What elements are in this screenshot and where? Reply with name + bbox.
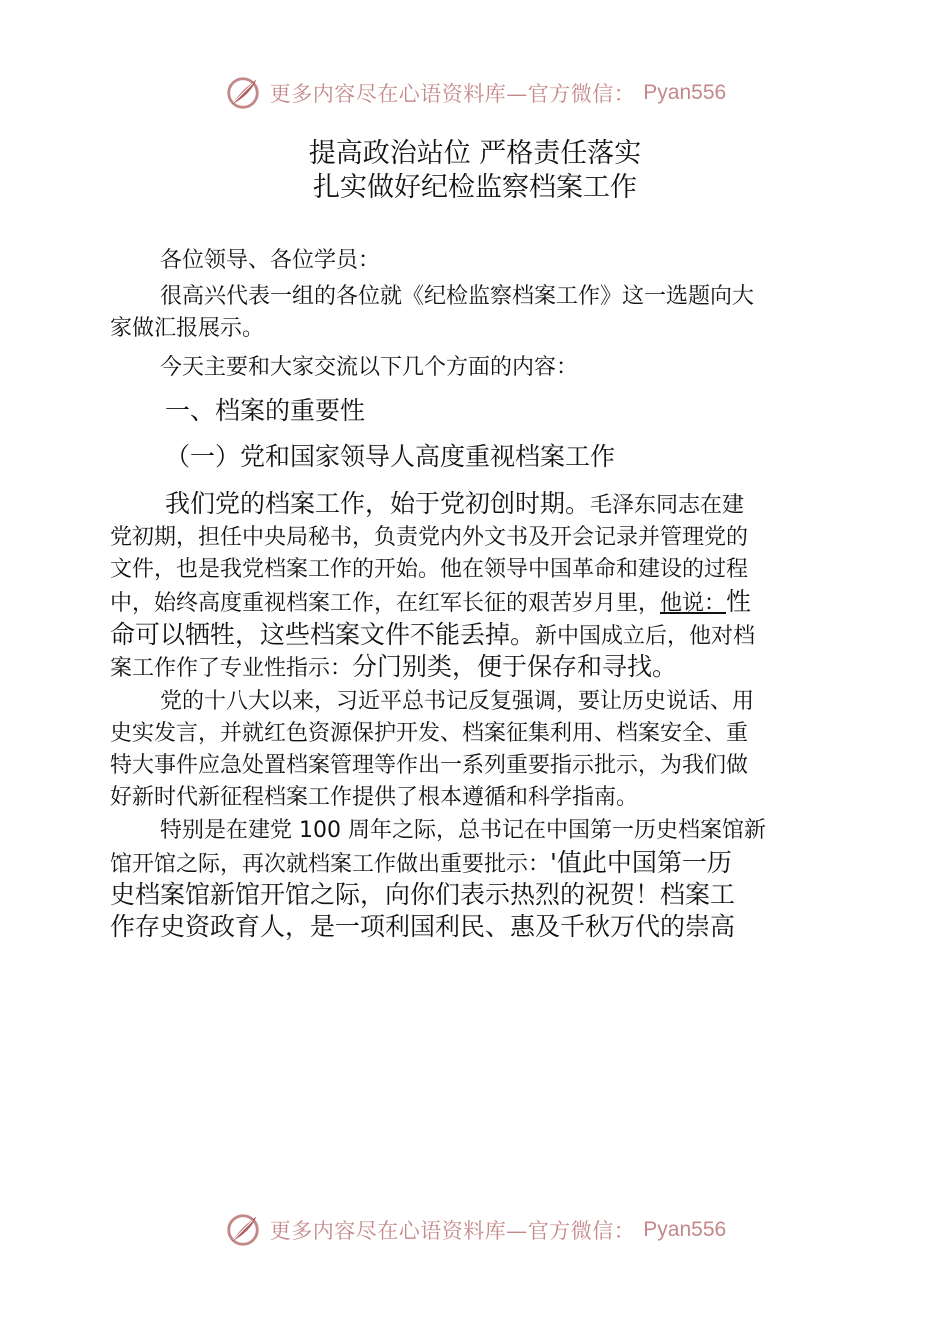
- paragraph-1-line-4-a: 中，始终高度重视档案工作，在红军长征的艰苦岁月里，: [110, 591, 661, 616]
- greeting: 各位领导、各位学员：: [160, 248, 381, 273]
- paragraph-3-line-3: 史档案馆新馆开馆之际，向你们表示热烈的祝贺！档案工: [110, 880, 736, 909]
- paragraph-1-line-3: 文件，也是我党档案工作的开始。他在领导中国革命和建设的过程: [110, 557, 749, 582]
- paragraph-1-line-1: [165, 488, 905, 522]
- watermark-wechat-id: Pyan556: [643, 81, 727, 104]
- paragraph-1-line-6: [110, 651, 850, 685]
- paragraph-1-line-6-a: 案工作作了专业性指示：: [110, 656, 353, 681]
- page-title-line-2: 扎实做好纪检监察档案工作: [313, 172, 637, 203]
- paragraph-1-line-5-b: 新中国成立后，他对档: [535, 624, 756, 649]
- paragraph-3-line-4: 作存史资政育人，是一项利国利民、惠及千秋万代的崇高: [110, 912, 736, 941]
- quill-logo-icon: [224, 74, 262, 112]
- intro-line-2: 家做汇报展示。: [110, 316, 265, 341]
- paragraph-3-quote-start: '值此中国第一历: [550, 848, 732, 877]
- paragraph-2-line-2: 史实发言，并就红色资源保护开发、档案征集利用、档案安全、重: [110, 721, 749, 746]
- paragraph-1-line-5-a: 命可以牺牲，这些档案文件不能丢掉。: [110, 620, 536, 649]
- paragraph-3-line-2-a: 馆开馆之际，再次就档案工作做出重要批示：: [110, 852, 551, 877]
- paragraph-1-line-4: [110, 586, 850, 620]
- paragraph-2-line-4: 好新时代新征程档案工作提供了根本遵循和科学指南。: [110, 785, 639, 810]
- paragraph-1-line-4-c: 性: [726, 587, 752, 616]
- paragraph-1-line-2: 党初期，担任中央局秘书，负责党内外文书及开会记录并管理党的: [110, 525, 749, 550]
- paragraph-2-line-1: 党的十八大以来，习近平总书记反复强调，要让历史说话、用: [160, 689, 755, 714]
- watermark-header: [0, 70, 950, 116]
- watermark-text: 更多内容尽在心语资料库—官方微信：: [269, 1219, 636, 1243]
- topics-line: 今天主要和大家交流以下几个方面的内容：: [160, 355, 579, 380]
- paragraph-2-line-3: 特大事件应急处置档案管理等作出一系列重要指示批示，为我们做: [110, 753, 749, 778]
- page-title-line-1: 提高政治站位 严格责任落实: [308, 138, 642, 169]
- quote-intro-underlined: 他说：: [660, 591, 727, 616]
- watermark-wechat-id: Pyan556: [643, 1218, 727, 1241]
- paragraph-1-lead: 我们党的档案工作，始于党初创时期。: [165, 489, 591, 518]
- quill-logo-icon: [224, 1211, 262, 1249]
- paragraph-3-line-2: [110, 847, 850, 881]
- section-heading-1: 一、档案的重要性: [165, 396, 366, 425]
- intro-line-1: 很高兴代表一组的各位就《纪检监察档案工作》这一选题向大: [160, 284, 755, 309]
- watermark-footer: [0, 1207, 950, 1253]
- paragraph-3-line-1: 特别是在建党 100 周年之际，总书记在中国第一历史档案馆新: [160, 818, 766, 843]
- paragraph-1-line-5: [110, 619, 850, 653]
- paragraph-1-line-6-b: 分门别类，便于保存和寻找。: [352, 652, 678, 681]
- paragraph-1-line-1-rest: 毛泽东同志在建: [590, 493, 745, 518]
- watermark-text: 更多内容尽在心语资料库—官方微信：: [269, 82, 636, 106]
- subsection-heading-1-1: （一）党和国家领导人高度重视档案工作: [165, 442, 616, 471]
